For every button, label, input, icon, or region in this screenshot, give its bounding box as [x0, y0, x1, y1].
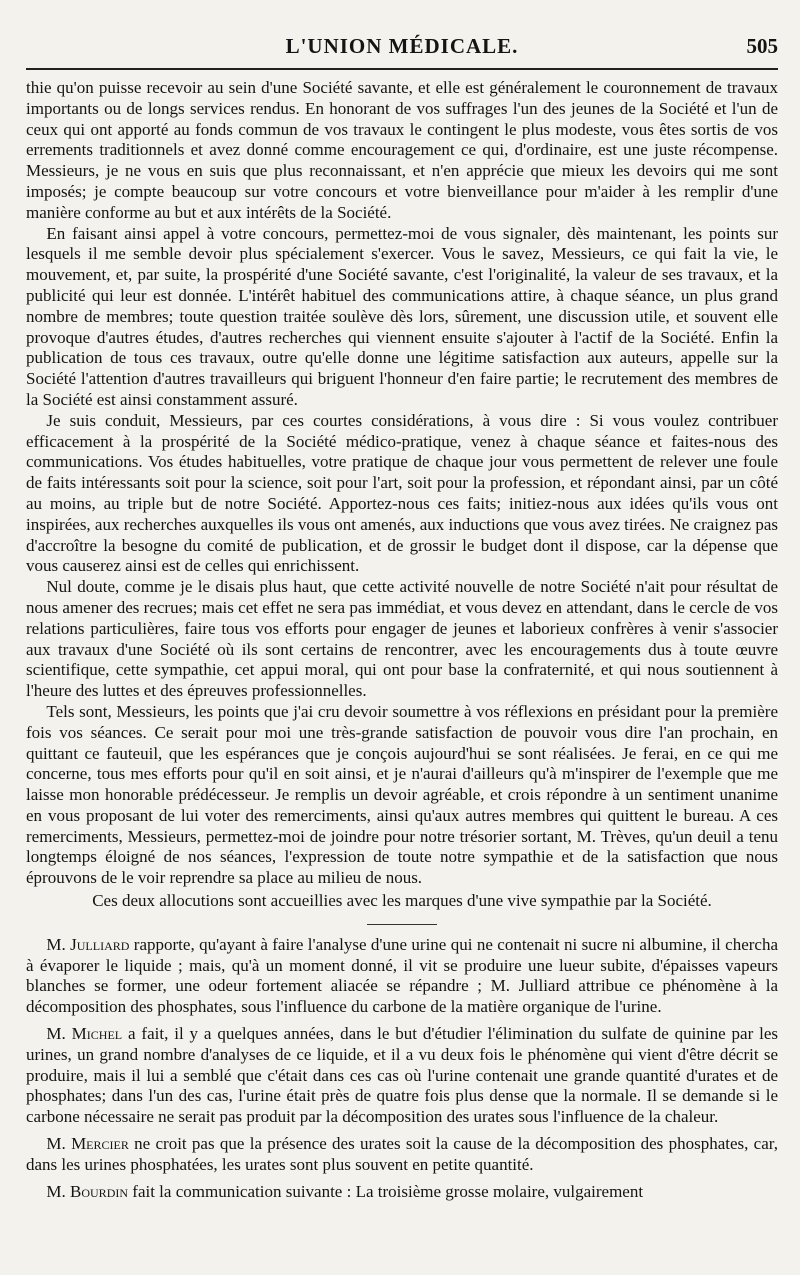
paragraph: En faisant ainsi appel à votre concours, permettez-moi de vous signaler, dès maintenant, les points sur lesquels il me semble devoir plus spécialement s'exercer. Vous le savez, Messieurs, ce qui fait la vie, le mouvement, et, par suite, la prospérité d'une Société savante, c'est l'originalité, la valeur de ses travaux, et la publicité qui leur est donnée. L'intérêt habituel des communications attire, à chaque séance, un plus grand nombre de membres; toute question traitée soulève dès lors, sûrement, une discussion utile, et souvent elle provoque d'autres études, d'autres recherches qui viennent ensuite s'ajouter à l'actif de la Société. Enfin la publication de tous ces travaux, outre qu'elle donne une légitime satisfaction aux auteurs, appelle sur la Société l'attention d'autres travailleurs qui briguent l'honneur d'en faire partie; le recrutement des membres de la Société est ainsi constamment assuré.: [26, 223, 778, 409]
speaker-name: Michel: [71, 1024, 123, 1044]
speaker-prefix: M.: [46, 934, 71, 954]
paragraph: Nul doute, comme je le disais plus haut, que cette activité nouvelle de notre Société n'ait pour résultat de nous amener des recrues; mais cet effet ne sera pas immédiat, et vous devez en attendant, dans le cercle de vos relations particulières, faire tous vos efforts pour engager de jeunes et laborieux confrères à venir s'associer aux travaux d'une Société où ils sont certains de rencontrer, avec les encouragements dus à toute œuvre scientifique, cette sympathie, cet appui moral, qui ont pour base la confraternité, et qui nous soutiennent à l'heure des luttes et des épreuves professionnelles.: [26, 577, 778, 701]
speaker-prefix: M.: [46, 1024, 72, 1044]
section-separator: [367, 924, 437, 925]
running-title: L'UNION MÉDICALE.: [285, 34, 519, 58]
speaker-text: ne croit pas que la présence des urates soit la cause de la décomposition des phosphates, car, dans les urines phosphatées, les urates sont plus souvent en petite quantité.: [26, 1134, 778, 1174]
speaker-name: Bourdin: [70, 1181, 129, 1201]
speaker-name: Mercier: [71, 1134, 129, 1154]
paragraph: Tels sont, Messieurs, les points que j'ai cru devoir soumettre à vos réflexions en présidant pour la première fois vos séances. Ce serait pour moi une très-grande satisfaction de pouvoir vous dire l'an prochain, en quittant ce fauteuil, que les espérances que je conçois aujourd'hui se sont réalisées. Je ferai, en ce qui me concerne, tous mes efforts pour qu'il en soit ainsi, et je n'aurai d'ailleurs qu'à m'inspirer de l'exemple que me laisse mon honorable prédécesseur. Je remplis un devoir agréable, et crois répondre à un sentiment unanime en vous proposant de lui voter des remerciments, ainsi qu'aux autres membres qui quittent le bureau. A ces remerciments, Messieurs, permettez-moi de joindre pour notre trésorier sortant, M. Trèves, qu'un deuil a tenu longtemps éloigné de nos séances, l'expression de toute notre sympathie et de la satisfaction que nous éprouvons de le voir reprendre sa place au milieu de nous.: [26, 701, 778, 888]
speaker-name: Julliard: [70, 934, 130, 954]
body-text: [26, 78, 778, 1202]
speaker-text: fait la communication suivante : La troisième grosse molaire, vulgairement: [128, 1181, 644, 1201]
speaker-text: rapporte, qu'ayant à faire l'analyse d'une urine qui ne contenait ni sucre ni albumine, il chercha à évaporer le liquide ; mais, qu'à un moment donné, il vit se produire une lueur subite, d'épaisses vapeurs blanches se former, une odeur fortement aliacée se répandre ; M. Julliard attribue ce phénomène à la décomposition des phosphates, sous l'influence du carbone de la matière organique de l'urine.: [26, 934, 778, 1017]
closing-line: Ces deux allocutions sont accueillies avec les marques d'une vive sympathie par la Société.: [92, 891, 712, 911]
speaker-paragraph: [26, 1182, 778, 1203]
speaker-prefix: M.: [46, 1181, 71, 1201]
speaker-text: a fait, il y a quelques années, dans le but d'étudier l'élimination du sulfate de quinine par les urines, un grand nombre d'analyses de ce liquide, et il a vu deux fois le phénomène qui vient d'être décrit se produire, mais il lui a semblé que c'était dans ces cas où l'urine contenait une grande quantité d'urates et de phosphates; dans l'un des cas, l'urine était près de quatre fois plus dense que la normale. Il se demande si le carbone nécessaire ne serait pas produit par la décomposition des urates sous l'influence de la chaleur.: [26, 1024, 778, 1127]
page-header: [26, 28, 778, 70]
paragraph: Je suis conduit, Messieurs, par ces courtes considérations, à vous dire : Si vous voulez contribuer efficacement à la prospérité de la Société médico-pratique, venez à chaque séance et faites-nous des communications. Vos études habituelles, votre pratique de chaque jour vous permettent de relever une foule de faits intéressants soit pour la science, soit pour l'art, soit pour la profession, et répondant ainsi, par un côté au moins, au triple but de notre Société. Apportez-nous ces faits; initiez-nous aux idées qu'ils vous ont inspirées, aux recherches auxquelles ils vous ont amenés, aux inductions que vous avez tirées. Ne craignez pas d'accroître la besogne du comité de publication, et de grossir le budget dont il dispose, car la dépense que vous causerez ainsi est de celles qui enrichissent.: [26, 410, 779, 576]
page-number: 505: [746, 34, 778, 58]
paragraph: thie qu'on puisse recevoir au sein d'une Société savante, et elle est généralement le couronnement de travaux importants ou de longs services rendus. En honorant de vos suffrages l'un des jeunes de la Société et l'un de ceux qui ont apporté au fonds commun de vos travaux le contingent le plus modeste, vous êtes sortis de vos errements traditionnels et avez donné comme encouragement ce qui, d'ordinaire, est une juste récompense. Messieurs, je ne vous en suis que plus reconnaissant, et n'en apprécie que mieux les devoirs qui me sont imposés; je compte beaucoup sur votre concours et votre bienveillance pour m'aider à les remplir d'une manière conforme au but et aux intérêts de la Société.: [26, 78, 778, 222]
speaker-paragraph: [26, 1024, 778, 1128]
speaker-prefix: M.: [46, 1134, 72, 1154]
speaker-paragraph: [26, 1134, 778, 1176]
speaker-paragraph: [26, 935, 778, 1018]
